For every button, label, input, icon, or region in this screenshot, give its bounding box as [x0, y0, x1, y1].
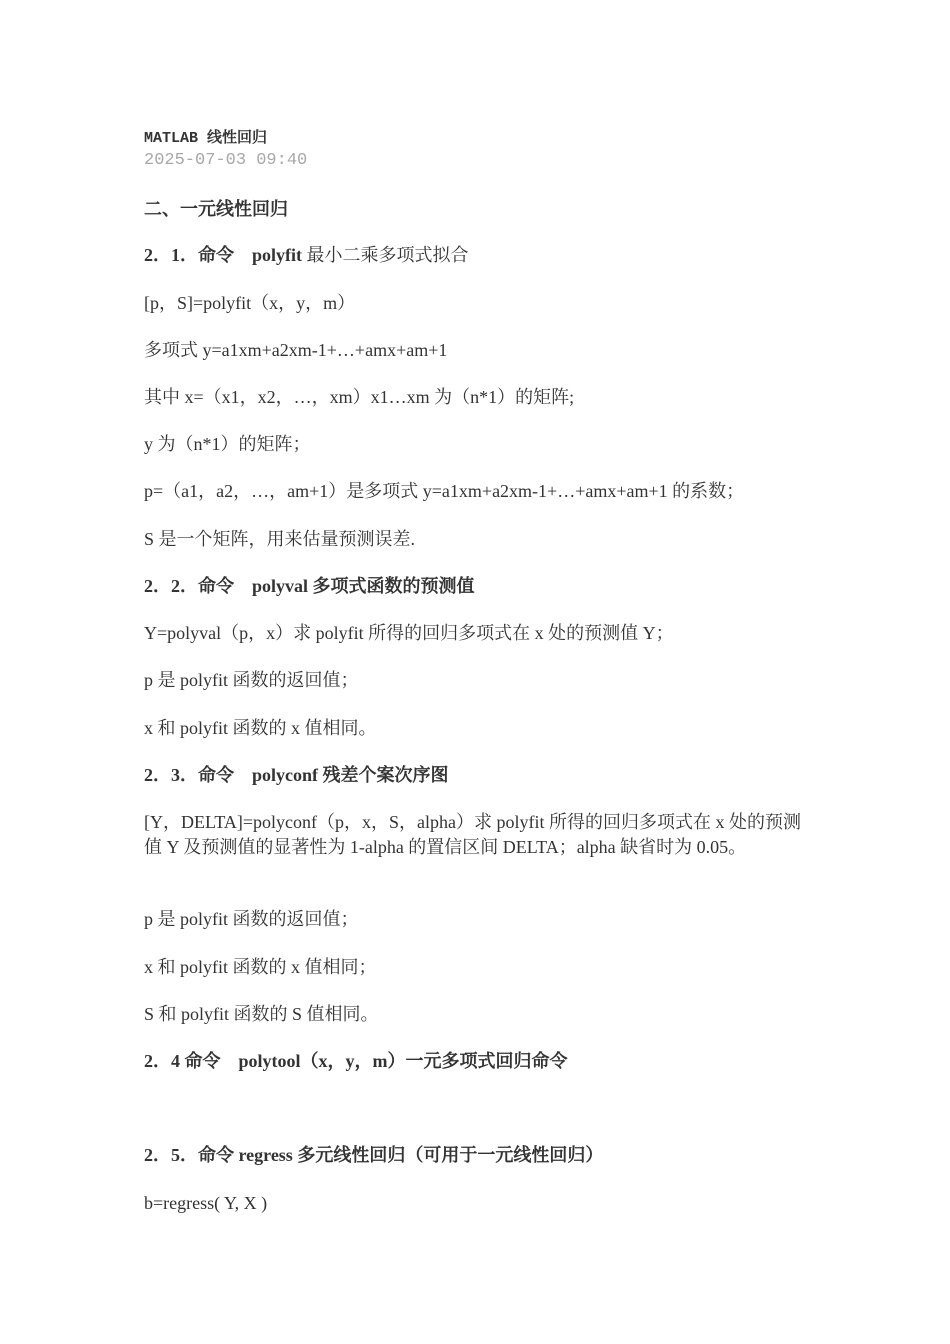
document-title: MATLAB 线性回归 — [144, 130, 268, 147]
paragraph: b=regress( Y, X ) — [144, 1193, 268, 1213]
paragraph: p 是 polyfit 函数的返回值； — [144, 909, 359, 929]
paragraph: [p，S]=polyfit（x，y，m） — [144, 293, 356, 313]
paragraph: 多项式 y=a1xm+a2xm-1+…+amx+am+1 — [144, 340, 448, 360]
section-heading: 二、一元线性回归 — [144, 199, 288, 219]
heading-2-1-desc: 最小二乘多项式拟合 — [302, 245, 469, 265]
heading-2-2: 2．2．命令 polyval 多项式函数的预测值 — [144, 576, 475, 596]
document-date: 2025-07-03 09:40 — [144, 151, 308, 170]
paragraph: p=（a1，a2，…，am+1）是多项式 y=a1xm+a2xm-1+…+amx+am+1 的系数； — [144, 481, 745, 501]
paragraph: S 和 polyfit 函数的 S 值相同。 — [144, 1004, 379, 1024]
heading-2-1-command: 2．1．命令 polyfit — [144, 245, 303, 265]
paragraph: 其中 x=（x1，x2，…，xm）x1…xm 为（n*1）的矩阵; — [144, 387, 575, 407]
heading-2-3: 2．3．命令 polyconf 残差个案次序图 — [144, 765, 449, 785]
paragraph: x 和 polyfit 函数的 x 值相同。 — [144, 718, 377, 738]
paragraph: x 和 polyfit 函数的 x 值相同； — [144, 957, 377, 977]
paragraph: Y=polyval（p，x）求 polyfit 所得的回归多项式在 x 处的预测值 Y； — [144, 623, 674, 643]
heading-2-1 — [144, 243, 469, 268]
paragraph: [Y，DELTA]=polyconf（p，x，S，alpha）求 polyfit 所得的回归多项式在 x 处的预测值 Y 及预测值的显著性为 1-alpha 的置信区间 DELTA；alpha 缺省时为 0.05。 — [144, 812, 801, 857]
heading-2-5: 2．5．命令 regress 多元线性回归（可用于一元线性回归） — [144, 1145, 604, 1165]
paragraph: y 为（n*1）的矩阵； — [144, 434, 311, 454]
paragraph: S 是一个矩阵，用来估量预测误差. — [144, 529, 416, 549]
heading-2-4: 2．4 命令 polytool（x，y，m）一元多项式回归命令 — [144, 1051, 568, 1071]
paragraph: p 是 polyfit 函数的返回值； — [144, 670, 359, 690]
